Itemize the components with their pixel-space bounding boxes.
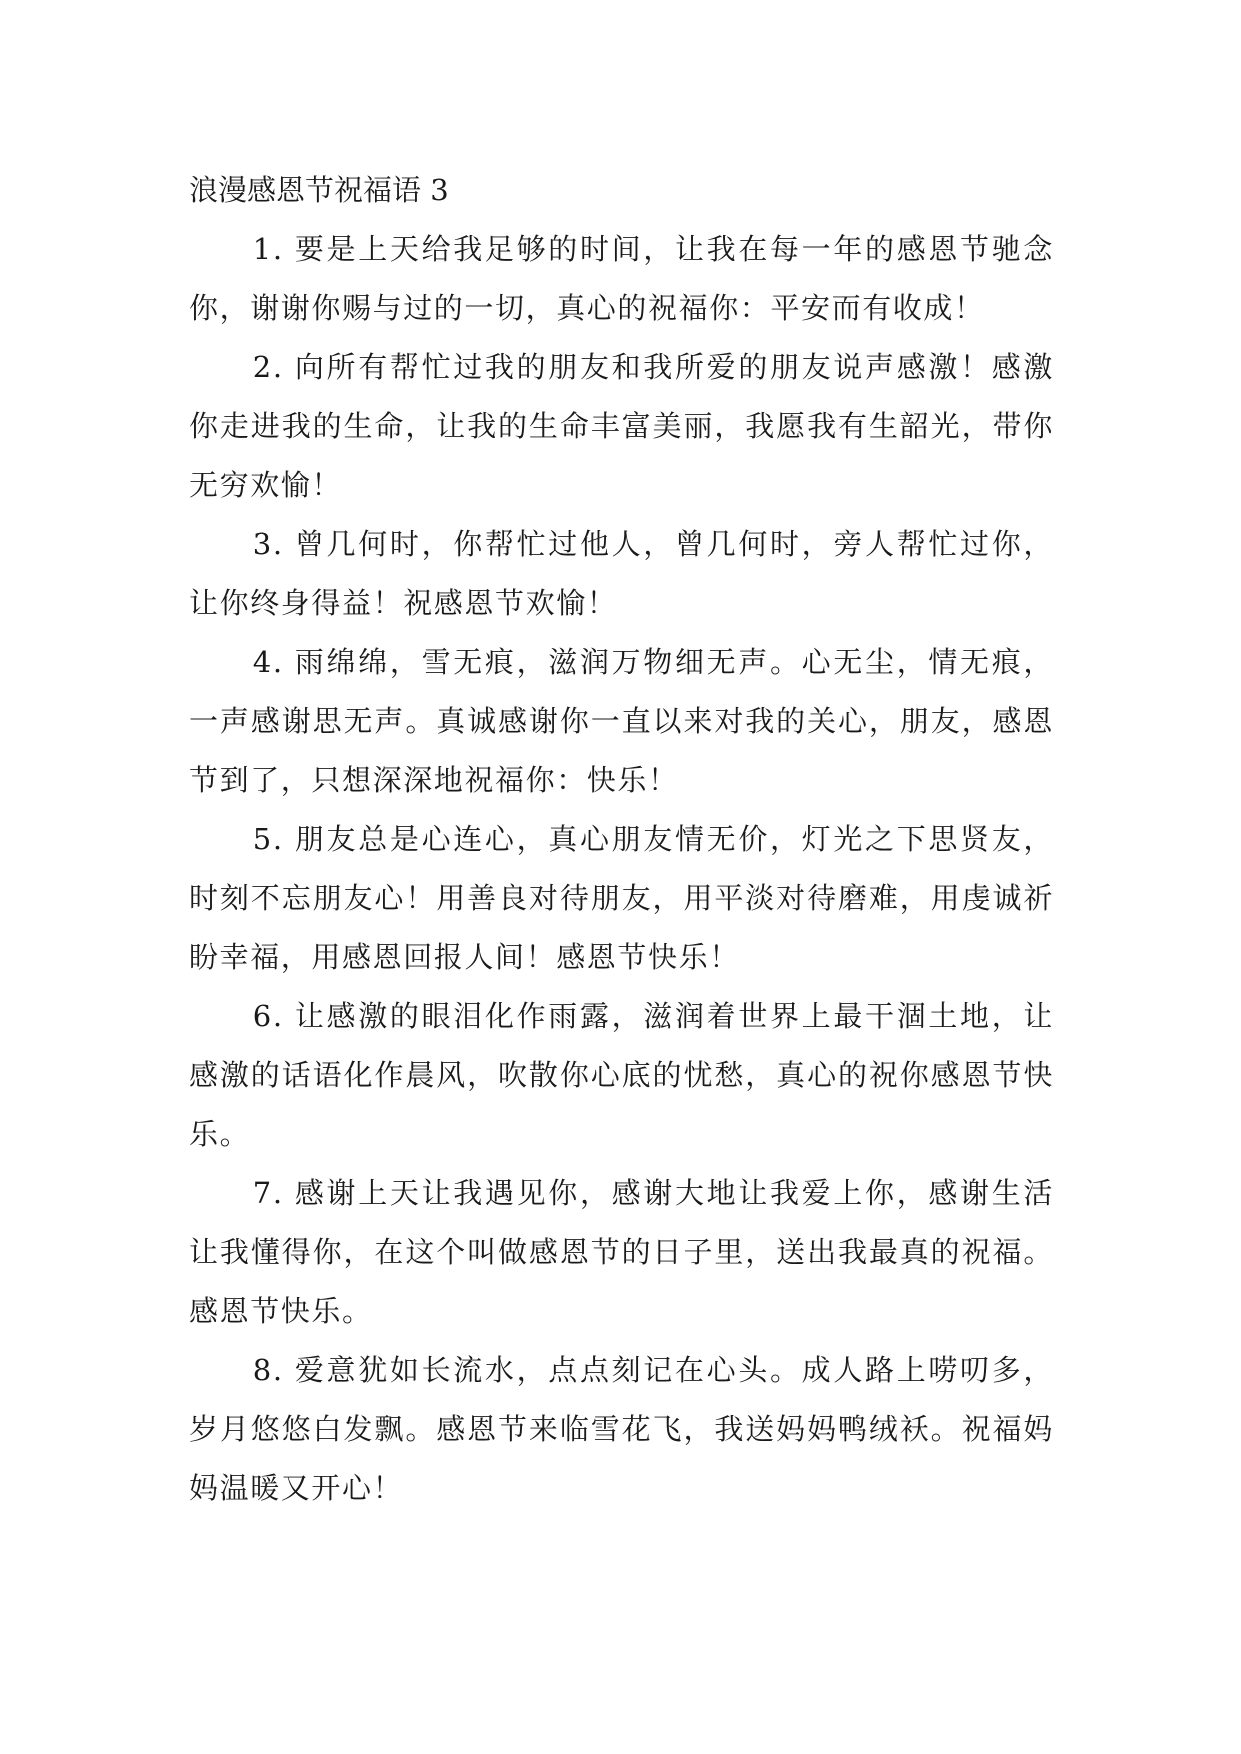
document-title: 浪漫感恩节祝福语 3 <box>189 173 449 207</box>
item-text: 朋友总是心连心，真心朋友情无价，灯光之下思贤友，时刻不忘朋友心！用善良对待朋友，用平淡对待磨难，用虔诚祈盼幸福，用感恩回报人间！感恩节快乐！ <box>189 822 1054 974</box>
blessing-item-6 <box>189 987 1054 1164</box>
item-number: 7. <box>252 1176 284 1210</box>
item-number: 4. <box>252 645 284 679</box>
blessing-item-7 <box>189 1164 1054 1341</box>
blessing-item-3 <box>189 515 1054 633</box>
item-text: 要是上天给我足够的时间，让我在每一年的感恩节驰念你，谢谢你赐与过的一切，真心的祝福你：平安而有收成！ <box>189 232 1054 325</box>
blessing-item-2 <box>189 338 1054 515</box>
blessing-item-4 <box>189 633 1054 810</box>
item-text: 雨绵绵，雪无痕，滋润万物细无声。心无尘，情无痕，一声感谢思无声。真诚感谢你一直以来对我的关心，朋友，感恩节到了，只想深深地祝福你：快乐！ <box>189 645 1054 797</box>
item-text: 让感激的眼泪化作雨露，滋润着世界上最干涸土地，让感激的话语化作晨风，吹散你心底的忧愁，真心的祝你感恩节快乐。 <box>189 999 1054 1151</box>
item-number: 2. <box>252 350 284 384</box>
blessing-item-8 <box>189 1341 1054 1518</box>
item-number: 6. <box>252 999 284 1033</box>
blessing-item-5 <box>189 810 1054 987</box>
blessing-item-1 <box>189 220 1054 338</box>
item-number: 1. <box>252 232 284 266</box>
item-text: 曾几何时，你帮忙过他人，曾几何时，旁人帮忙过你，让你终身得益！祝感恩节欢愉！ <box>189 527 1054 620</box>
document-page <box>189 160 1054 1518</box>
item-text: 爱意犹如长流水，点点刻记在心头。成人路上唠叨多，岁月悠悠白发飘。感恩节来临雪花飞，我送妈妈鸭绒袄。祝福妈妈温暖又开心！ <box>189 1353 1054 1505</box>
item-number: 3. <box>252 527 284 561</box>
item-text: 感谢上天让我遇见你，感谢大地让我爱上你，感谢生活让我懂得你，在这个叫做感恩节的日子里，送出我最真的祝福。感恩节快乐。 <box>189 1176 1054 1328</box>
item-text: 向所有帮忙过我的朋友和我所爱的朋友说声感激！感激你走进我的生命，让我的生命丰富美丽，我愿我有生韶光，带你无穷欢愉！ <box>189 350 1054 502</box>
item-number: 8. <box>252 1353 284 1387</box>
item-number: 5. <box>252 822 284 856</box>
